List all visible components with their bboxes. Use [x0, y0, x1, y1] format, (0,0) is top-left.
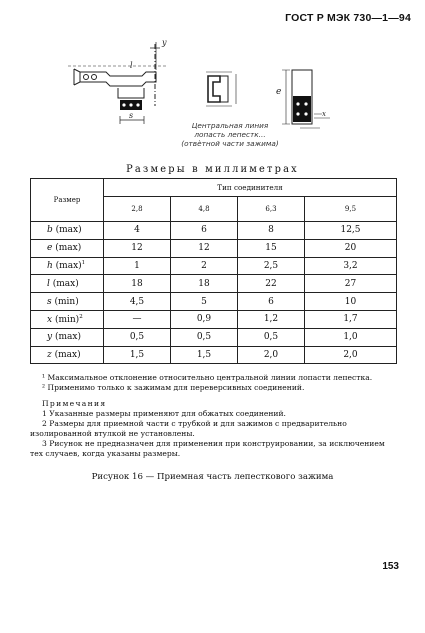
- table-cell: 20: [305, 239, 397, 257]
- row-symbol: l: [47, 278, 50, 289]
- table-row: [31, 346, 397, 364]
- table-cell: 18: [171, 275, 238, 293]
- table-cell: 0,5: [104, 328, 171, 346]
- table-cell: 12,5: [305, 222, 397, 240]
- table-cell: 2,0: [238, 346, 305, 364]
- row-limit: (max): [55, 261, 82, 272]
- table-cell: 12: [171, 239, 238, 257]
- row-limit: (min): [54, 314, 80, 325]
- table-cell: 8: [238, 222, 305, 240]
- table-cell: 2,5: [238, 257, 305, 275]
- row-limit: (max): [54, 349, 81, 360]
- column-header: 2,8: [104, 197, 171, 222]
- row-footnote-ref: 2: [79, 313, 83, 320]
- page-number: 153: [382, 561, 399, 572]
- handwritten-caption-line: Центральная линия: [191, 121, 269, 130]
- table-cell: 0,5: [171, 328, 238, 346]
- table-cell: 2: [171, 257, 238, 275]
- dim-letter-x: x: [322, 110, 326, 118]
- table-row: [31, 239, 397, 257]
- table-cell: 2,0: [305, 346, 397, 364]
- table-row: [31, 310, 397, 328]
- table-cell: 1,5: [104, 346, 171, 364]
- dim-letter-s: s: [129, 111, 134, 120]
- note: 3 Рисунок не предназначен для применения при конструировании, за исключением тех случаев, когда указаны размеры.: [30, 439, 385, 458]
- row-symbol: z: [47, 349, 52, 360]
- handwritten-caption: [170, 121, 290, 148]
- note: 2 Размеры для приемной части с трубкой и для зажимов с предварительно изолированной втулкой не установлены.: [30, 419, 347, 438]
- table-row: [31, 275, 397, 293]
- notes-section: [30, 373, 400, 459]
- table-cell: 6: [171, 222, 238, 240]
- row-label: [31, 239, 104, 257]
- table-row: [31, 257, 397, 275]
- table-row: [31, 328, 397, 346]
- row-footnote-ref: 1: [81, 260, 86, 267]
- row-limit: (max): [55, 225, 82, 236]
- dimensions-title: Размеры в миллиметрах: [126, 164, 299, 175]
- column-header: 4,8: [171, 197, 238, 222]
- dim-letter-y: y: [162, 38, 167, 47]
- table-cell: 15: [238, 239, 305, 257]
- dim-letter-e: e: [276, 87, 282, 97]
- table-cell: 10: [305, 293, 397, 311]
- row-symbol: x: [47, 314, 53, 325]
- row-label: [31, 257, 104, 275]
- row-limit: (max): [54, 332, 81, 343]
- connector-type-header: Тип соединителя: [104, 179, 397, 197]
- row-label: [31, 328, 104, 346]
- table-cell: 1,2: [238, 310, 305, 328]
- row-symbol: s: [47, 296, 52, 307]
- table-cell: 1,0: [305, 328, 397, 346]
- table-cell: 4: [104, 222, 171, 240]
- row-limit: (min): [54, 296, 79, 307]
- row-label: [31, 346, 104, 364]
- column-header: 6,3: [238, 197, 305, 222]
- handwritten-caption-line: (отвèтной части зажима): [181, 139, 279, 148]
- table-row: [31, 222, 397, 240]
- table-cell: 3,2: [305, 257, 397, 275]
- table-cell: 18: [104, 275, 171, 293]
- row-symbol: h: [47, 261, 53, 272]
- table-cell: 27: [305, 275, 397, 293]
- table-cell: 12: [104, 239, 171, 257]
- footnote: ¹ Максимальное отклонение относительно центральной линии лопасти лепестка.: [42, 373, 373, 382]
- table-cell: 5: [171, 293, 238, 311]
- side-view: [68, 42, 168, 124]
- table-cell: 0,9: [171, 310, 238, 328]
- row-limit: (max): [52, 278, 79, 289]
- note: 1 Указанные размеры применяют для обжатых соединений.: [42, 409, 286, 418]
- notes-heading: Примечания: [42, 399, 107, 408]
- row-symbol: y: [47, 332, 53, 343]
- row-label: [31, 310, 104, 328]
- figure-caption: Рисунок 16 — Приемная часть лепесткового зажима: [91, 472, 334, 482]
- row-label: [31, 293, 104, 311]
- handwritten-caption-line: лопасть лепестк...: [194, 130, 266, 139]
- row-label: [31, 275, 104, 293]
- dim-letter-l: l: [130, 61, 133, 70]
- size-column-header: Размер: [31, 179, 104, 222]
- front-view: [282, 70, 330, 128]
- dimensions-table: [30, 178, 397, 364]
- table-cell: —: [104, 310, 171, 328]
- footnote: ² Применимо только к зажимам для переверсивных соединений.: [42, 383, 305, 392]
- table-cell: 1,7: [305, 310, 397, 328]
- table-cell: 0,5: [238, 328, 305, 346]
- table-header-row: [31, 179, 397, 197]
- table-cell: 6: [238, 293, 305, 311]
- table-cell: 1,5: [171, 346, 238, 364]
- table-row: [31, 293, 397, 311]
- row-limit: (max): [55, 243, 82, 254]
- end-view: [206, 72, 236, 106]
- table-cell: 22: [238, 275, 305, 293]
- row-symbol: e: [47, 243, 53, 254]
- row-symbol: b: [47, 225, 53, 236]
- table-cell: 1: [104, 257, 171, 275]
- table-body: [31, 222, 397, 364]
- column-header: 9,5: [305, 197, 397, 222]
- table-cell: 4,5: [104, 293, 171, 311]
- row-label: [31, 222, 104, 240]
- document-header: ГОСТ Р МЭК 730—1—94: [285, 12, 411, 24]
